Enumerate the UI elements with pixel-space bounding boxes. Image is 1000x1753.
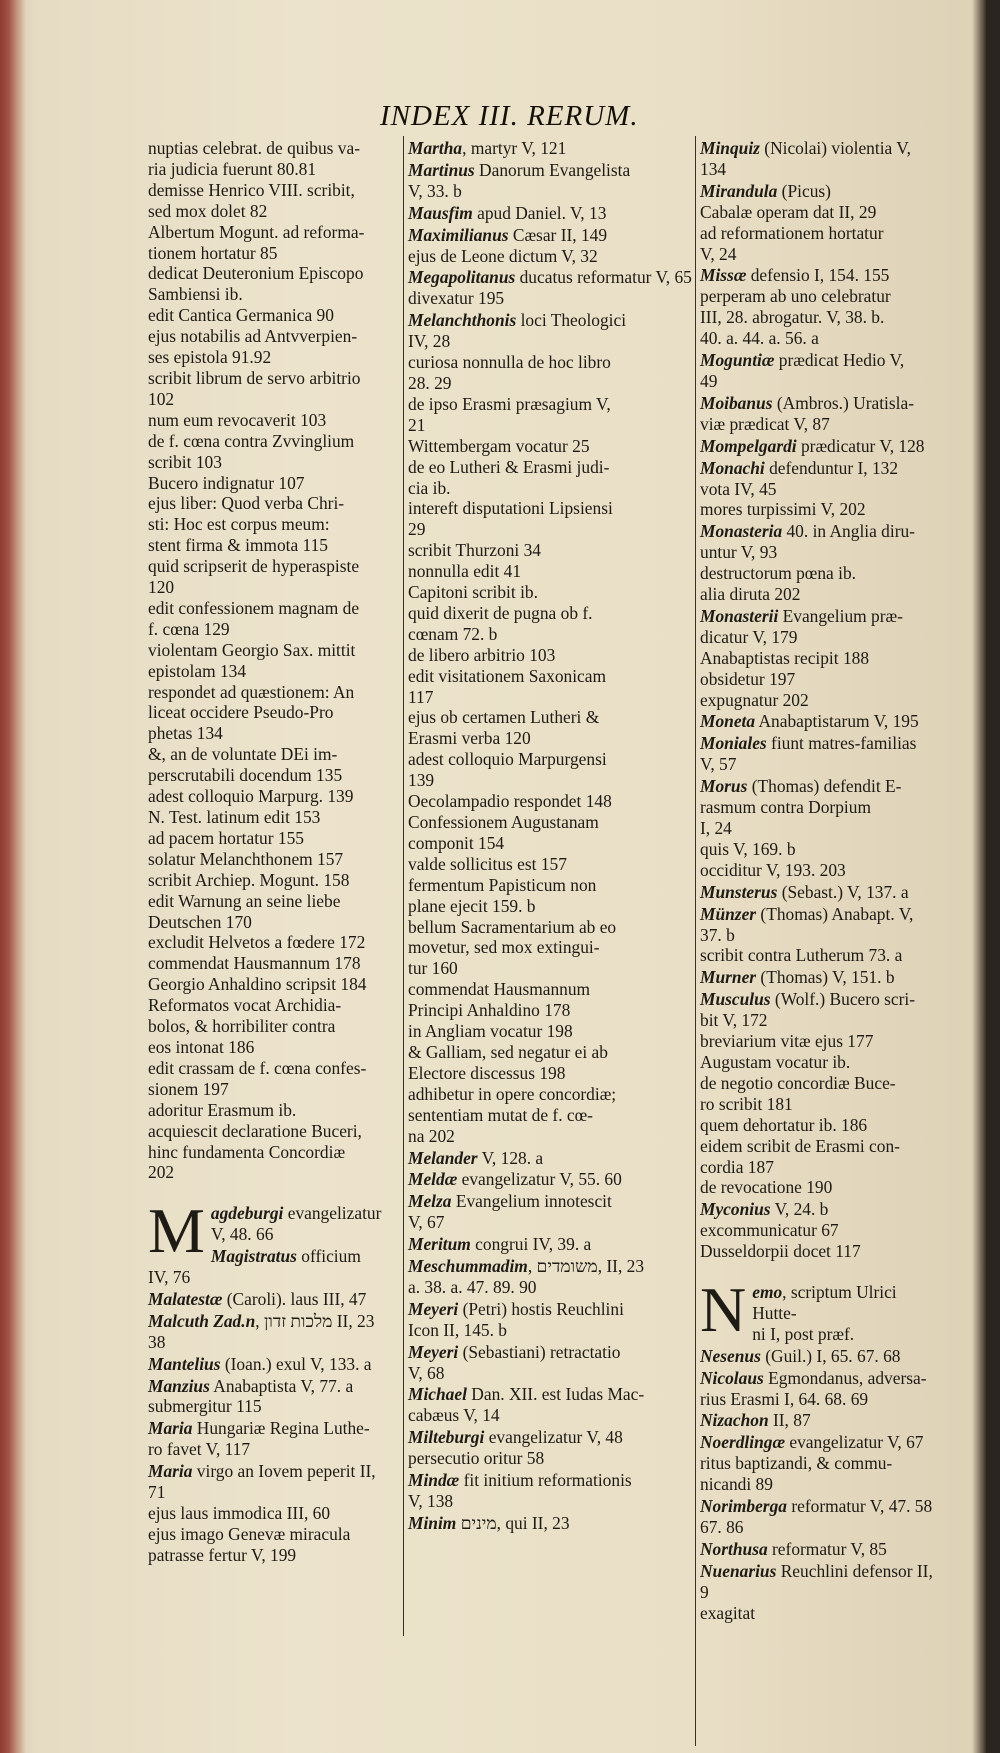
entry-text: officium IV, 76 <box>148 1246 361 1288</box>
index-entry <box>408 1191 696 1233</box>
entry-text: (Ioan.) exul V, 133. a <box>220 1353 372 1374</box>
entry-headword: Mirandula <box>700 180 778 201</box>
entry-text: (Sebastiani) retractatio V, 68 <box>408 1341 621 1383</box>
entry-headword: Moibanus <box>700 392 773 413</box>
index-entry <box>148 1246 384 1288</box>
entry-text: Dan. XII. est Iudas Mac- cabæus V, 14 <box>408 1384 645 1426</box>
entry-headword: Monasteria <box>700 521 783 542</box>
entry-headword: Monachi <box>700 457 765 478</box>
entry-text: evangelizatur V, 48. 66 <box>210 1203 382 1245</box>
entry-headword: Megapolitanus <box>408 267 516 288</box>
index-entry <box>148 1311 384 1353</box>
entry-text: virgo an Iovem peperit II, 71 ejus laus immodica III, 60 ejus imago Genevæ miracula patrasse fertur V, 199 <box>148 1461 376 1565</box>
entry-headword: Noerdlingæ <box>700 1432 786 1453</box>
index-entry <box>700 458 940 521</box>
entry-headword: Moniales <box>700 733 767 754</box>
entry-headword: Maria <box>148 1461 193 1482</box>
entry-text: Evangelium præ- dicatur V, 179 Anabaptistas recipit 188 obsidetur 197 expugnatur 202 <box>700 605 903 710</box>
index-entry <box>700 181 940 265</box>
entry-headword: Meschummadim <box>408 1256 528 1277</box>
entry-headword: Martinus <box>408 159 475 180</box>
index-entry <box>700 265 940 349</box>
index-entry <box>700 989 940 1198</box>
index-entry <box>700 606 940 711</box>
entry-headword: Nicolaus <box>700 1367 764 1388</box>
entry-text: Cæsar II, 149 ejus de Leone dictum V, 32 <box>408 224 608 266</box>
entry-text: (Thomas) defendit E- rasmum contra Dorpium I, 24 quis V, 169. b occiditur V, 193. 203 <box>700 776 902 880</box>
entry-headword: emo <box>752 1282 783 1303</box>
entry-headword: Maria <box>148 1418 193 1439</box>
entry-text: Egmondanus, adversa- rius Erasmi I, 64. 68. 69 <box>700 1367 927 1409</box>
index-entry <box>700 1368 940 1410</box>
index-entry <box>408 1299 696 1341</box>
entry-text: evangelizatur V, 67 ritus baptizandi, & commu- nicandi 89 <box>700 1432 924 1495</box>
entry-text: Evangelium innotescit V, 67 <box>408 1191 612 1233</box>
entry-text: prædicat Hedio V, 49 <box>700 350 905 391</box>
entry-text: defensio I, 154. 155 perperam ab uno celebratur III, 28. abrogatur. V, 38. b. 40. a. 44. a. 56. a <box>700 265 891 349</box>
index-entry <box>408 310 696 1146</box>
entry-text: Anabaptistarum V, 195 <box>755 711 919 732</box>
entry-text: congrui IV, 39. a <box>470 1234 592 1255</box>
index-entry <box>408 225 696 267</box>
index-entry <box>700 1496 940 1538</box>
entry-text: reformatur V, 47. 58 67. 86 <box>700 1496 933 1537</box>
index-column-3 <box>700 138 940 1624</box>
page-header: INDEX III. RERUM. <box>380 100 639 132</box>
entry-headword: Nizachon <box>700 1410 769 1431</box>
entry-text: Danorum Evangelista V, 33. b <box>408 159 631 201</box>
index-entry <box>408 1169 696 1190</box>
index-entry <box>408 1513 696 1534</box>
entry-headword: Morus <box>700 776 748 797</box>
entry-text: II, 87 <box>768 1410 811 1431</box>
index-entry <box>408 267 696 309</box>
entry-headword: Moguntiæ <box>700 350 775 371</box>
entry-headword: Moneta <box>700 711 756 732</box>
drop-capital: N <box>700 1274 747 1346</box>
entry-headword: agdeburgi <box>210 1203 284 1224</box>
entry-text: V, 128. a <box>477 1147 544 1168</box>
index-entry <box>700 138 940 180</box>
column-divider <box>403 136 404 1636</box>
entry-text: (Thomas) Anabapt. V, 37. b scribit contra Lutherum 73. a <box>700 903 914 966</box>
index-entry <box>408 203 696 224</box>
entry-text: (Picus) Cabalæ operam dat II, 29 ad reformationem hortatur V, 24 <box>700 180 884 264</box>
index-entry <box>148 1418 384 1460</box>
entry-text: 40. in Anglia diru- untur V, 93 destructorum pœna ib. alia diruta 202 <box>700 521 915 605</box>
entry-headword: Melanchthonis <box>408 310 517 331</box>
entry-text: V, 24. b excommunicatur 67 Dusseldorpii docet 117 <box>700 1199 861 1262</box>
entry-headword: Murner <box>700 967 757 988</box>
entry-headword: Martha <box>408 138 463 158</box>
index-entry <box>700 393 940 435</box>
entry-headword: Melander <box>408 1147 478 1168</box>
entry-text: reformatur V, 85 <box>767 1538 887 1559</box>
index-entry <box>148 138 384 1183</box>
index-entry <box>148 1376 384 1418</box>
entry-headword: Norimberga <box>700 1496 787 1517</box>
entry-headword: Mantelius <box>148 1353 221 1374</box>
entry-headword: Meldæ <box>408 1169 458 1190</box>
entry-headword: Nesenus <box>700 1345 761 1366</box>
index-entry <box>700 1539 940 1560</box>
entry-text: Anabaptista V, 77. a submergitur 115 <box>148 1375 354 1417</box>
index-entry <box>408 1148 696 1169</box>
entry-headword: Missæ <box>700 265 747 286</box>
entry-headword: Münzer <box>700 903 757 924</box>
entry-headword: Meritum <box>408 1234 471 1255</box>
entry-headword: Minquiz <box>700 138 760 158</box>
entry-text: nuptias celebrat. de quibus va- ria judicia fuerunt 80.81 demisse Henrico VIII. scribit, sed mox dolet 82 Albertum Mogunt. ad reforma- tionem hortatur 85 dedicat Deuteronium Episcopo Sambiensi ib. edit Cantica Germanica 90 ejus notabilis ad Antvverpien- ses epistola 91.92 scribit librum de servo arbitrio 102 num eum revocaverit 103 de f. cœna contra Zvvinglium scribit 103 Bucero indignatur 107 ejus liber: Quod verba Chri- sti: Hoc est corpus meum: stent firma & immota 115 quid scripserit de hyperaspiste 120 edit confessionem magnam de f. cœna 129 violentam Georgio Sax. mittit epistolam 134 respondet ad quæstionem: An liceat occidere Pseudo-Pro phetas 134 &, an de voluntate DEi im- perscrutabili docendum 135 adest colloquio Marpurg. 139 N. Test. latinum edit 153 ad pacem hortatur 155 solatur Melanchthonem 157 scribit Archiep. Mogunt. 158 edit Warnung an seine liebe Deutschen 170 excludit Helvetos a fœdere 172 commendat Hausmannum 178 Georgio Anhaldino scripsit 184 Reformatos vocat Archidia- bolos, & horribiliter contra eos intonat 186 edit crassam de f. cœna confes- sionem 197 adoritur Erasmum ib. acquiescit declaratione Buceri, hinc fundamenta Concordiæ 202 <box>148 138 367 1183</box>
index-entry <box>700 882 940 903</box>
index-entry <box>408 160 696 202</box>
index-entry <box>700 350 940 392</box>
entry-headword: Munsterus <box>700 881 778 902</box>
index-entry <box>700 1561 940 1624</box>
entry-text: (Sebast.) V, 137. a <box>777 881 909 902</box>
entry-text: (Guil.) I, 65. 67. 68 <box>760 1345 901 1366</box>
index-entry <box>700 904 940 967</box>
index-column-1 <box>148 138 384 1566</box>
entry-text: ducatus reformatur V, 65 divexatur 195 <box>408 267 692 309</box>
index-entry <box>148 1354 384 1375</box>
page-gutter-shadow <box>972 0 986 1753</box>
index-entry <box>408 138 696 159</box>
entry-text: (Ambros.) Uratisla- viæ prædicat V, 87 <box>700 392 915 434</box>
entry-text: fiunt matres-familias V, 57 <box>700 733 917 775</box>
entry-headword: Maximilianus <box>408 224 509 245</box>
index-entry <box>700 711 940 732</box>
index-column-2 <box>408 138 696 1534</box>
index-entry <box>700 1274 940 1346</box>
entry-text: (Petri) hostis Reuchlini Icon II, 145. b <box>408 1298 624 1340</box>
index-entry <box>700 1432 940 1495</box>
entry-headword: Meyeri <box>408 1341 459 1362</box>
page-red-edge <box>0 0 26 1753</box>
entry-text: loci Theologici IV, 28 curiosa nonnulla de hoc libro 28. 29 de ipso Erasmi præsagium V, 21 Wittembergam vocatur 25 de eo Lutheri & Erasmi judi- cia ib. intereft disputationi Lipsiensi 29 scribit Thurzoni 34 nonnulla edit 41 Capitoni scribit ib. quid dixerit de pugna ob f. cœnam 72. b de libero arbitrio 103 edit visitationem Saxonicam 117 ejus ob certamen Lutheri & Erasmi verba 120 adest colloquio Marpurgensi 139 Oecolampadio respondet 148 Confessionem Augustanam componit 154 valde sollicitus est 157 fermentum Papisticum non plane ejecit 159. b bellum Sacramentarium ab eo movetur, sed mox extingui- tur 160 commendat Hausmannum Principi Anhaldino 178 in Angliam vocatur 198 & Galliam, sed negatur ei ab Electore discessus 198 adhibetur in opere concordiæ; sententiam mutat de f. cœ- na 202 <box>408 310 627 1146</box>
index-entry <box>148 1461 384 1566</box>
entry-text: , משומדים, II, 23 a. 38. a. 47. 89. 90 <box>408 1256 645 1297</box>
entry-headword: Melza <box>408 1191 452 1212</box>
entry-text: (Wolf.) Bucero scri- bit V, 172 breviarium vitæ ejus 177 Augustam vocatur ib. de negotio concordiæ Buce- ro scribit 181 quem dehortatur ib. 186 eidem scribit de Erasmi con- cordia 187 de revocatione 190 <box>700 989 916 1198</box>
entry-headword: Malatestæ <box>148 1288 223 1309</box>
index-entry <box>700 967 940 988</box>
entry-text: , scriptum Ulrici Hutte- ni I, post præf. <box>752 1282 897 1344</box>
entry-text: (Caroli). laus III, 47 <box>222 1288 367 1309</box>
index-entry <box>700 733 940 775</box>
entry-text: defenduntur I, 132 vota IV, 45 mores turpissimi V, 202 <box>700 457 899 520</box>
entry-headword: Magistratus <box>210 1246 297 1267</box>
entry-headword: Mompelgardi <box>700 435 797 456</box>
entry-headword: Musculus <box>700 989 771 1010</box>
entry-headword: Mindæ <box>408 1470 460 1491</box>
entry-text: apud Daniel. V, 13 <box>472 202 607 223</box>
index-entry <box>408 1470 696 1512</box>
entry-text: prædicatur V, 128 <box>796 435 925 456</box>
entry-headword: Minim <box>408 1512 457 1533</box>
index-entry <box>700 521 940 605</box>
index-entry <box>700 1346 940 1367</box>
entry-text: , martyr V, 121 <box>462 138 567 158</box>
entry-text: (Thomas) V, 151. b <box>756 967 895 988</box>
entry-text: (Nicolai) violentia V, 134 <box>700 138 911 179</box>
index-entry <box>148 1289 384 1310</box>
entry-text: evangelizatur V, 48 persecutio oritur 58 <box>408 1427 623 1469</box>
entry-text: Reuchlini defensor II, 9 exagitat <box>700 1560 933 1623</box>
index-entry <box>408 1234 696 1255</box>
index-entry <box>408 1384 696 1426</box>
index-entry <box>700 436 940 457</box>
entry-headword: Mausfim <box>408 202 473 223</box>
entry-text: מינים, qui II, 23 <box>456 1512 570 1533</box>
entry-headword: Monasterii <box>700 605 779 626</box>
index-entry <box>700 1410 940 1431</box>
index-entry <box>408 1427 696 1469</box>
entry-headword: Michael <box>408 1384 467 1405</box>
index-entry <box>700 776 940 881</box>
entry-headword: Malcuth Zad.n <box>148 1310 256 1331</box>
drop-capital: M <box>148 1195 205 1267</box>
entry-headword: Nuenarius <box>700 1560 777 1581</box>
entry-headword: Milteburgi <box>408 1427 485 1448</box>
index-entry <box>408 1342 696 1384</box>
entry-headword: Myconius <box>700 1199 771 1220</box>
entry-text: , מלכות זדון II, 23 38 <box>148 1310 375 1352</box>
index-entry <box>408 1256 696 1298</box>
index-entry <box>700 1199 940 1262</box>
entry-text: Hungariæ Regina Luthe- ro favet V, 117 <box>148 1418 370 1460</box>
entry-text: evangelizatur V, 55. 60 <box>457 1169 622 1190</box>
entry-headword: Manzius <box>148 1375 210 1396</box>
entry-headword: Meyeri <box>408 1298 459 1319</box>
entry-headword: Northusa <box>700 1538 768 1559</box>
entry-text: fit initium reformationis V, 138 <box>408 1470 632 1511</box>
